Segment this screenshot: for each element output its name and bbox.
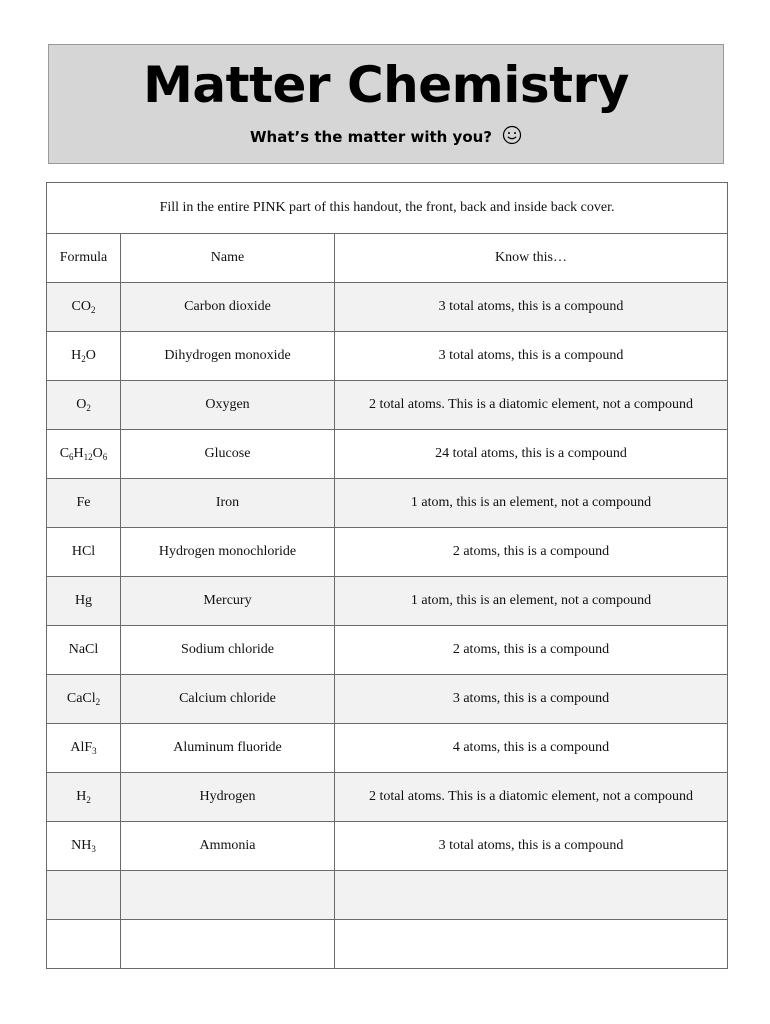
column-header-formula: Formula <box>47 234 121 283</box>
know-this-cell: 2 total atoms. This is a diatomic element, not a compound <box>335 773 728 822</box>
formula-symbol: Fe <box>76 495 91 510</box>
formula-subscript: 6 <box>102 452 108 462</box>
know-this-cell: 3 atoms, this is a compound <box>335 675 728 724</box>
know-this-cell: 3 total atoms, this is a compound <box>335 332 728 381</box>
table-row <box>47 920 728 969</box>
formula-symbol: CaCl <box>66 691 96 706</box>
name-cell: Aluminum fluoride <box>121 724 335 773</box>
formula-cell <box>47 626 121 675</box>
table-row <box>47 822 728 871</box>
formula-cell <box>47 920 121 969</box>
table-row <box>47 528 728 577</box>
formula-subscript: 3 <box>92 746 97 756</box>
title-banner <box>48 44 724 164</box>
name-cell: Hydrogen monochloride <box>121 528 335 577</box>
table-row <box>47 381 728 430</box>
formula-symbol: HCl <box>71 544 96 559</box>
formula-subscript: 2 <box>81 354 86 364</box>
formula-cell <box>47 332 121 381</box>
table-row <box>47 430 728 479</box>
formula-symbol: H <box>76 789 87 804</box>
page-title: Matter Chemistry <box>143 56 629 114</box>
formula-subscript: 6 <box>69 452 74 462</box>
formula-cell <box>47 822 121 871</box>
formula-symbol: NaCl <box>68 642 99 657</box>
formula-subscript: 12 <box>83 452 93 462</box>
table-row <box>47 332 728 381</box>
formula-cell <box>47 724 121 773</box>
formula-subscript: 2 <box>86 795 91 805</box>
header-row <box>47 234 728 283</box>
table-row <box>47 871 728 920</box>
know-this-cell <box>335 920 728 969</box>
formula-subscript: 2 <box>95 697 101 707</box>
formula-cell <box>47 577 121 626</box>
table-row <box>47 773 728 822</box>
formula-symbol: H <box>71 348 82 363</box>
formula-symbol: H <box>73 446 84 461</box>
formula-symbol: CO <box>71 299 91 314</box>
formula-cell <box>47 479 121 528</box>
know-this-cell: 2 total atoms. This is a diatomic element, not a compound <box>335 381 728 430</box>
page-subtitle <box>49 125 723 152</box>
formula-symbol: NH <box>71 838 92 853</box>
name-cell: Ammonia <box>121 822 335 871</box>
know-this-cell: 4 atoms, this is a compound <box>335 724 728 773</box>
table-row <box>47 675 728 724</box>
formula-cell <box>47 283 121 332</box>
table-row <box>47 479 728 528</box>
name-cell <box>121 871 335 920</box>
formula-symbol: O <box>85 348 96 363</box>
name-cell: Hydrogen <box>121 773 335 822</box>
table-row <box>47 283 728 332</box>
name-cell: Dihydrogen monoxide <box>121 332 335 381</box>
formula-subscript: 2 <box>90 305 96 315</box>
know-this-cell: 2 atoms, this is a compound <box>335 626 728 675</box>
name-cell <box>121 920 335 969</box>
know-this-cell <box>335 871 728 920</box>
formula-subscript: 2 <box>86 403 91 413</box>
name-cell: Calcium chloride <box>121 675 335 724</box>
formula-symbol: AlF <box>70 740 93 755</box>
formula-symbol: C <box>59 446 70 461</box>
formula-cell <box>47 528 121 577</box>
know-this-cell: 1 atom, this is an element, not a compound <box>335 479 728 528</box>
know-this-cell: 24 total atoms, this is a compound <box>335 430 728 479</box>
formula-cell <box>47 773 121 822</box>
table-row <box>47 577 728 626</box>
table-row <box>47 626 728 675</box>
instruction-text: Fill in the entire PINK part of this handout, the front, back and inside back cover. <box>47 183 728 234</box>
subtitle-text: What’s the matter with you? <box>249 128 493 146</box>
formula-symbol: O <box>92 446 103 461</box>
table-row <box>47 724 728 773</box>
formula-cell <box>47 871 121 920</box>
formula-cell <box>47 430 121 479</box>
formula-symbol: O <box>76 397 87 412</box>
instruction-row <box>47 183 728 234</box>
name-cell: Carbon dioxide <box>121 283 335 332</box>
name-cell: Glucose <box>121 430 335 479</box>
know-this-cell: 1 atom, this is an element, not a compound <box>335 577 728 626</box>
name-cell: Oxygen <box>121 381 335 430</box>
formula-symbol: Hg <box>74 593 93 608</box>
name-cell: Mercury <box>121 577 335 626</box>
know-this-cell: 3 total atoms, this is a compound <box>335 822 728 871</box>
column-header-know: Know this… <box>335 234 728 283</box>
compound-table <box>46 182 728 969</box>
name-cell: Iron <box>121 479 335 528</box>
formula-cell <box>47 381 121 430</box>
know-this-cell: 2 atoms, this is a compound <box>335 528 728 577</box>
name-cell: Sodium chloride <box>121 626 335 675</box>
smiley-icon <box>502 125 522 152</box>
column-header-name: Name <box>121 234 335 283</box>
formula-cell <box>47 675 121 724</box>
know-this-cell: 3 total atoms, this is a compound <box>335 283 728 332</box>
formula-subscript: 3 <box>91 844 96 854</box>
